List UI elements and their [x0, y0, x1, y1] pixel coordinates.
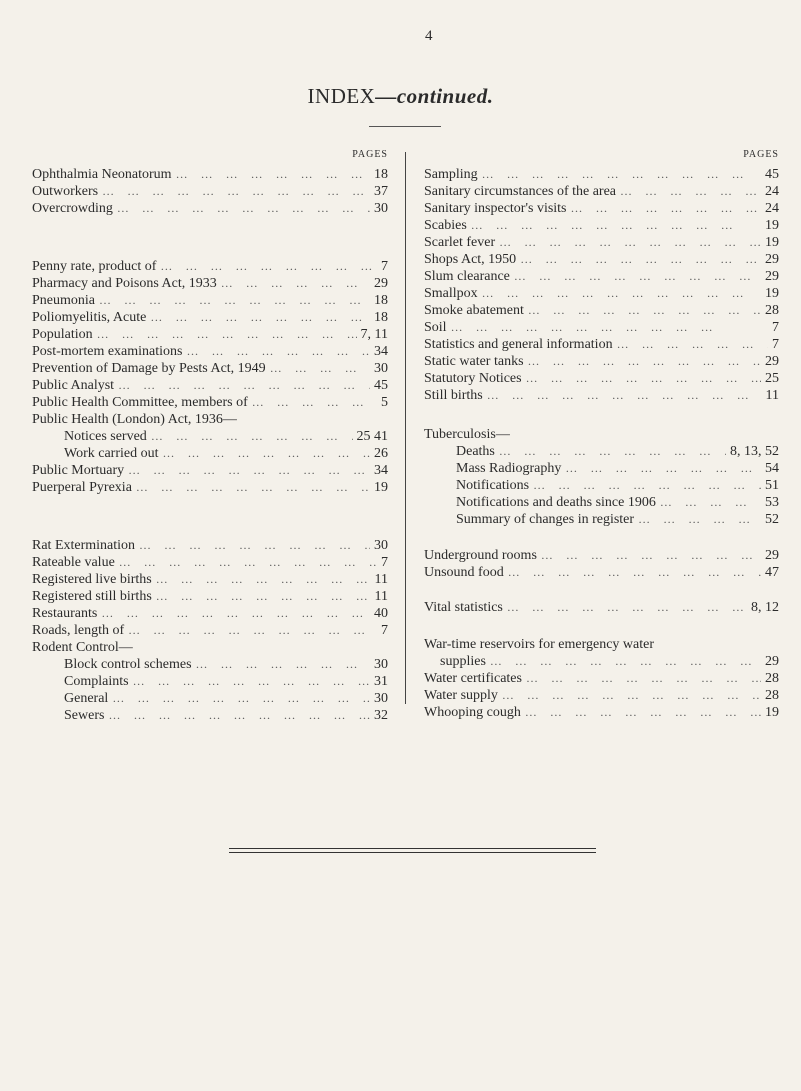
index-entry: Statutory Notices … … … … … … … … … … … 25 — [424, 370, 779, 387]
index-entry: Public Analyst … … … … … … … … … … … 45 — [32, 377, 388, 394]
index-entry: Post-mortem examinations … … … … … … … … … … … 34 — [32, 343, 388, 360]
closing-rule-bottom — [229, 852, 596, 853]
closing-rule-top — [229, 848, 596, 849]
index-entry: Puerperal Pyrexia … … … … … … … … … … … 19 — [32, 479, 388, 496]
index-heading: War-time reservoirs for emergency water — [424, 637, 655, 652]
index-entry: Underground rooms … … … … … … … … … … … 29 — [424, 547, 779, 564]
index-entry: Penny rate, product of … … … … … … … … … … … 7 — [32, 258, 388, 275]
index-heading: Rodent Control— — [32, 640, 133, 655]
index-subentry: Deaths … … … … … … … … … … … 8, 13, 52 — [424, 443, 779, 460]
index-entry: Soil … … … … … … … … … … … 7 — [424, 319, 779, 336]
index-entry: Poliomyelitis, Acute … … … … … … … … … … … 18 — [32, 309, 388, 326]
left-pages-header: PAGES — [352, 149, 388, 160]
title-main: INDEX — [307, 84, 376, 108]
page-title — [0, 84, 801, 109]
index-entry: Scarlet fever … … … … … … … … … … … 19 — [424, 234, 779, 251]
index-entry: Pharmacy and Poisons Act, 1933 … … … … … … … … … … … 29 — [32, 275, 388, 292]
index-subentry: Sewers … … … … … … … … … … … 32 — [32, 707, 388, 724]
index-subentry: Complaints … … … … … … … … … … … 31 — [32, 673, 388, 690]
index-entry: Water supply … … … … … … … … … … … 28 — [424, 687, 779, 704]
index-subentry: Notifications and deaths since 1906 … … … … … … … … … … … 53 — [424, 494, 779, 511]
title-divider — [369, 126, 441, 127]
index-entry: Smallpox … … … … … … … … … … … 19 — [424, 285, 779, 302]
index-subentry: Mass Radiography … … … … … … … … … … … 54 — [424, 460, 779, 477]
index-entry: Public Health Committee, members of … … … … … … … … … … … 5 — [32, 394, 388, 411]
index-entry: Whooping cough … … … … … … … … … … … 19 — [424, 704, 779, 721]
index-entry: Shops Act, 1950 … … … … … … … … … … … 29 — [424, 251, 779, 268]
index-heading: Public Health (London) Act, 1936— — [32, 412, 237, 427]
index-entry: Scabies … … … … … … … … … … … 19 — [424, 217, 779, 234]
title-suffix: —continued. — [375, 84, 494, 108]
index-subentry: supplies … … … … … … … … … … … 29 — [424, 653, 779, 670]
page-number: 4 — [425, 28, 433, 44]
index-entry: Public Mortuary … … … … … … … … … … … 34 — [32, 462, 388, 479]
index-entry: Slum clearance … … … … … … … … … … … 29 — [424, 268, 779, 285]
index-entry: Smoke abatement … … … … … … … … … … … 28 — [424, 302, 779, 319]
index-subentry: Block control schemes … … … … … … … … … … … 30 — [32, 656, 388, 673]
index-entry: Restaurants … … … … … … … … … … … 40 — [32, 605, 388, 622]
index-subentry: General … … … … … … … … … … … 30 — [32, 690, 388, 707]
index-entry: Population … … … … … … … … … … … 7, 11 — [32, 326, 388, 343]
right-pages-header: PAGES — [743, 149, 779, 160]
index-entry: Ophthalmia Neonatorum … … … … … … … … … … … 18 — [32, 166, 388, 183]
column-divider — [405, 152, 406, 704]
index-entry: Rateable value … … … … … … … … … … … 7 — [32, 554, 388, 571]
index-entry: Sampling … … … … … … … … … … … 45 — [424, 166, 779, 183]
index-entry: Prevention of Damage by Pests Act, 1949 … … … … … … … … … … … 30 — [32, 360, 388, 377]
index-entry: Registered still births … … … … … … … … … … … 11 — [32, 588, 388, 605]
index-entry: Sanitary circumstances of the area … … … … … … … … … … … 24 — [424, 183, 779, 200]
index-entry: Pneumonia … … … … … … … … … … … 18 — [32, 292, 388, 309]
index-subentry: Notices served … … … … … … … … … … … 25 41 — [32, 428, 388, 445]
index-subentry: Summary of changes in register … … … … … … … … … … … 52 — [424, 511, 779, 528]
index-entry: Roads, length of … … … … … … … … … … … 7 — [32, 622, 388, 639]
index-subentry: Work carried out … … … … … … … … … … … 26 — [32, 445, 388, 462]
index-entry: Static water tanks … … … … … … … … … … … 29 — [424, 353, 779, 370]
index-entry: Sanitary inspector's visits … … … … … … … … … … … 24 — [424, 200, 779, 217]
index-entry: Overcrowding … … … … … … … … … … … 30 — [32, 200, 388, 217]
index-entry: Registered live births … … … … … … … … … … … 11 — [32, 571, 388, 588]
index-entry: Still births … … … … … … … … … … … 11 — [424, 387, 779, 404]
index-entry: Outworkers … … … … … … … … … … … 37 — [32, 183, 388, 200]
index-heading: Tuberculosis— — [424, 427, 510, 442]
index-entry: Water certificates … … … … … … … … … … … 28 — [424, 670, 779, 687]
index-entry: Rat Extermination … … … … … … … … … … … 30 — [32, 537, 388, 554]
index-subentry: Notifications … … … … … … … … … … … 51 — [424, 477, 779, 494]
index-entry: Unsound food … … … … … … … … … … … 47 — [424, 564, 779, 581]
index-entry: Vital statistics … … … … … … … … … … … 8, 12 — [424, 599, 779, 616]
index-entry: Statistics and general information … … … … … … … … … … … 7 — [424, 336, 779, 353]
